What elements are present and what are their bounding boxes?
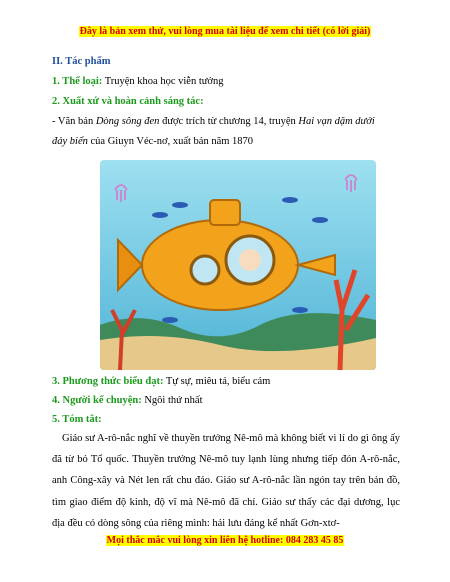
submarine-illustration-svg [100, 160, 376, 370]
narrator-line [52, 395, 203, 406]
summary-heading: 5. Tóm tắt: [52, 414, 102, 425]
narrator-text: Ngôi thứ nhất [141, 395, 203, 406]
preview-banner [0, 26, 450, 37]
genre-line [52, 76, 223, 87]
origin-line-2 [52, 136, 253, 147]
narrator-heading: 4. Người kể chuyện: [52, 395, 142, 406]
submarine-illustration [100, 160, 376, 370]
origin-title-2b: đáy biển [52, 136, 88, 147]
origin-suffix: của Giuyn Véc-nơ, xuất bản năm 1870 [87, 136, 254, 147]
genre-heading: 1. Thể loại: [52, 76, 103, 87]
method-text: Tự sự, miêu tả, biểu cảm [163, 376, 271, 387]
origin-title-2a: Hai vạn dặm dưới [298, 116, 375, 127]
hotline-banner [0, 535, 450, 546]
origin-heading-line [52, 96, 204, 107]
origin-line-1 [52, 116, 375, 127]
genre-text: Truyện khoa học viễn tưởng [102, 76, 224, 87]
origin-prefix: - Văn bản [52, 116, 96, 127]
hotline-banner-text: Mọi thắc mắc vui lòng xin liên hệ hotline: 084 283 45 85 [106, 535, 344, 546]
summary-heading-line [52, 414, 102, 425]
preview-banner-text: Đây là bản xem thử, vui lòng mua tài liệu để xem chi tiết (có lời giải) [79, 26, 371, 37]
summary-paragraph: Giáo sư A-rô-nắc nghĩ về thuyền trưởng Nê-mô mà không biết vì lí do gì ông ấy đã từ bỏ Tổ quốc. Thuyền trưởng Nê-mô tuy lạnh lùng nhưng tiếp đón A-rô-nắc, anh Công-xây và Nét len rất chu đáo. Giáo sư A-rô-nắc lần ngón tay trên bản đồ, tìm giao điểm độ kinh, độ vĩ mà Nê-mô đã chỉ. Giáo sư thấy các đại dương, lục địa đều có dòng sông của riêng mình: hải lưu đáng kể nhất Gơn-xtơ- [52, 433, 400, 529]
origin-title-1: Dòng sông đen [95, 116, 160, 127]
origin-heading: 2. Xuất xứ và hoàn cảnh sáng tác: [52, 96, 204, 107]
section-title: II. Tác phẩm [52, 56, 111, 67]
origin-mid: được trích từ chương 14, truyện [159, 116, 299, 127]
method-line [52, 376, 270, 387]
method-heading: 3. Phương thức biểu đạt: [52, 376, 164, 387]
